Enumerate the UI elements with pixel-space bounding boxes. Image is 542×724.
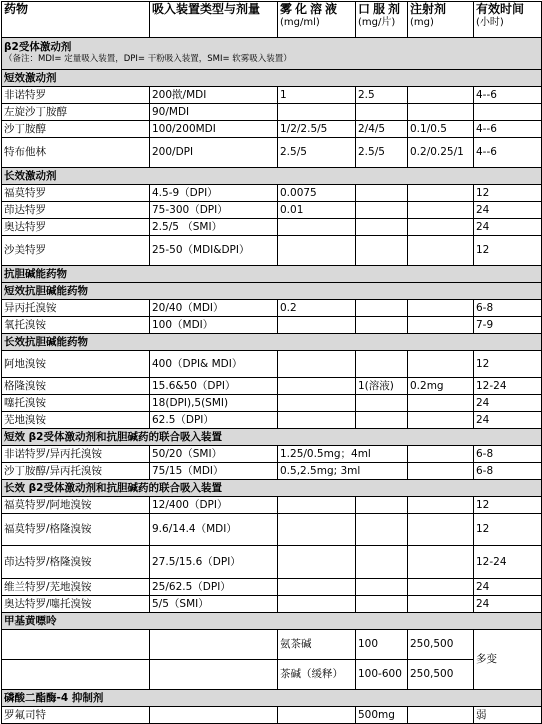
cell-device: 2.5/5 （SMI） [150,219,278,236]
cell-inj [408,546,474,579]
cell-inj [408,185,474,202]
table-row [2,87,542,104]
cell-device: 75/15（MDI） [150,463,278,480]
cell-drug: 维兰特罗/芜地溴铵 [2,579,150,596]
cell-oral [356,395,408,412]
cell-dur: 12-24 [474,378,542,395]
cell-oral: 500mg [356,707,408,724]
cell-dur: 12 [474,514,542,546]
cell-drug: 罗氟司特 [2,707,150,724]
cell-neb [278,395,356,412]
cell-drug: 非诺特罗/异丙托溴铵 [2,446,150,463]
section-title: 短效 β2受体激动剂和抗胆碱药的联合吸入装置 [2,429,542,446]
cell-drug: 茚达特罗/格隆溴铵 [2,546,150,579]
cell-drug: 奥达特罗/噻托溴铵 [2,596,150,613]
cell-neb [278,317,356,334]
section-lama [2,334,542,351]
table-row [2,236,542,266]
table-row [2,707,542,724]
cell-inj [408,497,474,514]
section-beta2-cell [2,38,542,70]
cell-inj [408,219,474,236]
table-row [2,351,542,378]
cell-device [150,630,278,660]
cell-device: 25-50（MDI&DPI） [150,236,278,266]
cell-drug: 特布他林 [2,138,150,168]
cell-device: 100（MDI） [150,317,278,334]
cell-device: 20/40（MDI） [150,300,278,317]
section-anticho [2,266,542,283]
section-xanthine [2,613,542,630]
cell-device: 75-300（DPI） [150,202,278,219]
cell-drug: 茚达特罗 [2,202,150,219]
cell-neb: 1 [278,87,356,104]
cell-neb: 氨茶碱 [278,630,356,660]
section-long-combo [2,480,542,497]
table-row [2,219,542,236]
cell-oral [356,579,408,596]
drug-table-document [1,1,541,719]
table-row [2,463,542,480]
cell-oral: 2/4/5 [356,121,408,138]
cell-inj [408,596,474,613]
cell-drug: 沙美特罗 [2,236,150,266]
cell-neb: 茶碱（缓释） [278,660,356,690]
cell-device [150,660,278,690]
table-row [2,300,542,317]
cell-neb [278,579,356,596]
table-row [2,546,542,579]
cell-oral [356,300,408,317]
cell-oral [356,351,408,378]
cell-drug: 芜地溴铵 [2,412,150,429]
cell-drug: 福莫特罗/格隆溴铵 [2,514,150,546]
cell-inj [408,395,474,412]
table-row [2,579,542,596]
cell-inj [408,579,474,596]
cell-neb: 0.0075 [278,185,356,202]
cell-inj: 0.2/0.25/1 [408,138,474,168]
cell-neb [278,546,356,579]
drug-table [1,1,542,724]
header-row [2,2,542,38]
section-saba [2,70,542,87]
table-row [2,378,542,395]
cell-oral: 2.5/5 [356,138,408,168]
cell-inj [408,104,474,121]
cell-dur: 24 [474,579,542,596]
table-row [2,596,542,613]
cell-neb: 0.01 [278,202,356,219]
cell-drug: 阿地溴铵 [2,351,150,378]
table-row [2,630,542,660]
cell-dur: 24 [474,412,542,429]
cell-device: 62.5（DPI） [150,412,278,429]
cell-inj [408,317,474,334]
cell-oral [356,514,408,546]
cell-dur: 4--6 [474,87,542,104]
section-title: 短效激动剂 [2,70,542,87]
section-note: （备注：MDI= 定量吸入装置，DPI= 干粉吸入装置，SMI= 软雾吸入装置） [4,54,292,64]
cell-inj [408,412,474,429]
cell-oral [356,596,408,613]
cell-neb [278,412,356,429]
cell-dur: 7-9 [474,317,542,334]
table-row [2,138,542,168]
cell-neb [278,707,356,724]
table-row [2,104,542,121]
cell-oral: 100 [356,630,408,660]
cell-neb: 0.5,2.5mg; 3ml [278,463,408,480]
section-title: 甲基黄嘌呤 [2,613,542,630]
cell-dur: 6-8 [474,463,542,480]
cell-device: 4.5-9（DPI） [150,185,278,202]
cell-drug: 福莫特罗 [2,185,150,202]
cell-oral [356,202,408,219]
cell-inj: 0.1/0.5 [408,121,474,138]
section-beta2 [2,38,542,70]
cell-inj [408,300,474,317]
cell-inj [408,514,474,546]
table-row [2,446,542,463]
cell-inj [408,87,474,104]
table-row [2,202,542,219]
cell-inj: 250,500 [408,630,474,660]
cell-neb [278,378,356,395]
header-drug: 药物 [2,2,150,38]
cell-drug [2,630,150,660]
header-dur: 有效时间 (小时) [474,2,542,38]
cell-oral [356,412,408,429]
cell-neb [278,596,356,613]
table-row [2,185,542,202]
cell-inj [408,707,474,724]
cell-inj: 250,500 [408,660,474,690]
cell-inj [408,351,474,378]
table-row [2,317,542,334]
cell-neb [278,351,356,378]
section-title: β2受体激动剂 [4,41,72,53]
cell-neb: 1.25/0.5mg；4ml [278,446,408,463]
table-row [2,514,542,546]
cell-drug: 福莫特罗/阿地溴铵 [2,497,150,514]
cell-drug: 奥达特罗 [2,219,150,236]
cell-dur: 12-24 [474,546,542,579]
cell-oral: 100-600 [356,660,408,690]
cell-oral: 2.5 [356,87,408,104]
cell-oral [356,317,408,334]
cell-drug: 异丙托溴铵 [2,300,150,317]
cell-neb [278,219,356,236]
cell-neb [278,497,356,514]
cell-device: 12/400（DPI） [150,497,278,514]
section-title: 短效抗胆碱能药物 [2,283,542,300]
cell-device: 25/62.5（DPI） [150,579,278,596]
cell-dur: 12 [474,351,542,378]
section-title: 长效 β2受体激动剂和抗胆碱药的联合吸入装置 [2,480,542,497]
table-row [2,497,542,514]
cell-device: 15.6&50（DPI） [150,378,278,395]
cell-dur: 12 [474,497,542,514]
cell-device: 400（DPI& MDI） [150,351,278,378]
cell-neb: 0.2 [278,300,356,317]
cell-neb [278,514,356,546]
cell-inj [408,236,474,266]
cell-dur: 6-8 [474,300,542,317]
section-laba [2,168,542,185]
cell-device: 27.5/15.6（DPI） [150,546,278,579]
cell-dur: 弱 [474,707,542,724]
cell-inj: 0.2mg [408,378,474,395]
cell-device [150,707,278,724]
table-row [2,412,542,429]
header-device: 吸入装置类型与剂量 [150,2,278,38]
cell-dur: 12 [474,185,542,202]
cell-device: 9.6/14.4（MDI） [150,514,278,546]
cell-dur: 24 [474,219,542,236]
header-neb: 雾化溶液 (mg/ml) [278,2,356,38]
cell-device: 200揿/MDI [150,87,278,104]
cell-device: 90/MDI [150,104,278,121]
header-inj: 注射剂 (mg) [408,2,474,38]
section-title: 长效抗胆碱能药物 [2,334,542,351]
cell-oral [356,546,408,579]
cell-device: 5/5（SMI） [150,596,278,613]
cell-oral [356,236,408,266]
cell-inj [408,446,474,463]
section-sama [2,283,542,300]
cell-drug: 噻托溴铵 [2,395,150,412]
cell-drug: 氧托溴铵 [2,317,150,334]
cell-dur: 24 [474,395,542,412]
cell-dur: 12 [474,236,542,266]
section-short-combo [2,429,542,446]
section-pde4 [2,690,542,707]
cell-drug: 非诺特罗 [2,87,150,104]
cell-neb [278,104,356,121]
cell-inj [408,202,474,219]
cell-neb [278,236,356,266]
cell-dur [474,104,542,121]
cell-oral [356,219,408,236]
cell-device: 100/200MDI [150,121,278,138]
cell-drug: 格隆溴铵 [2,378,150,395]
cell-oral [356,497,408,514]
cell-drug [2,660,150,690]
table-row [2,660,542,690]
cell-device: 200/DPI [150,138,278,168]
section-title: 抗胆碱能药物 [2,266,542,283]
cell-dur: 多变 [474,630,542,690]
cell-oral [356,104,408,121]
header-oral: 口服剂 (mg/片) [356,2,408,38]
cell-drug: 沙丁胺醇/异丙托溴铵 [2,463,150,480]
section-title: 磷酸二酯酶-4 抑制剂 [2,690,542,707]
cell-dur: 4--6 [474,121,542,138]
cell-dur: 24 [474,202,542,219]
cell-dur: 4--6 [474,138,542,168]
cell-inj [408,463,474,480]
cell-drug: 沙丁胺醇 [2,121,150,138]
cell-drug: 左旋沙丁胺醇 [2,104,150,121]
cell-oral: 1(溶液) [356,378,408,395]
section-title: 长效激动剂 [2,168,542,185]
cell-device: 50/20（SMI） [150,446,278,463]
cell-neb: 2.5/5 [278,138,356,168]
cell-oral [356,185,408,202]
cell-device: 18(DPI),5(SMI) [150,395,278,412]
cell-neb: 1/2/2.5/5 [278,121,356,138]
cell-dur: 24 [474,596,542,613]
cell-dur: 6-8 [474,446,542,463]
table-row [2,121,542,138]
table-row [2,395,542,412]
